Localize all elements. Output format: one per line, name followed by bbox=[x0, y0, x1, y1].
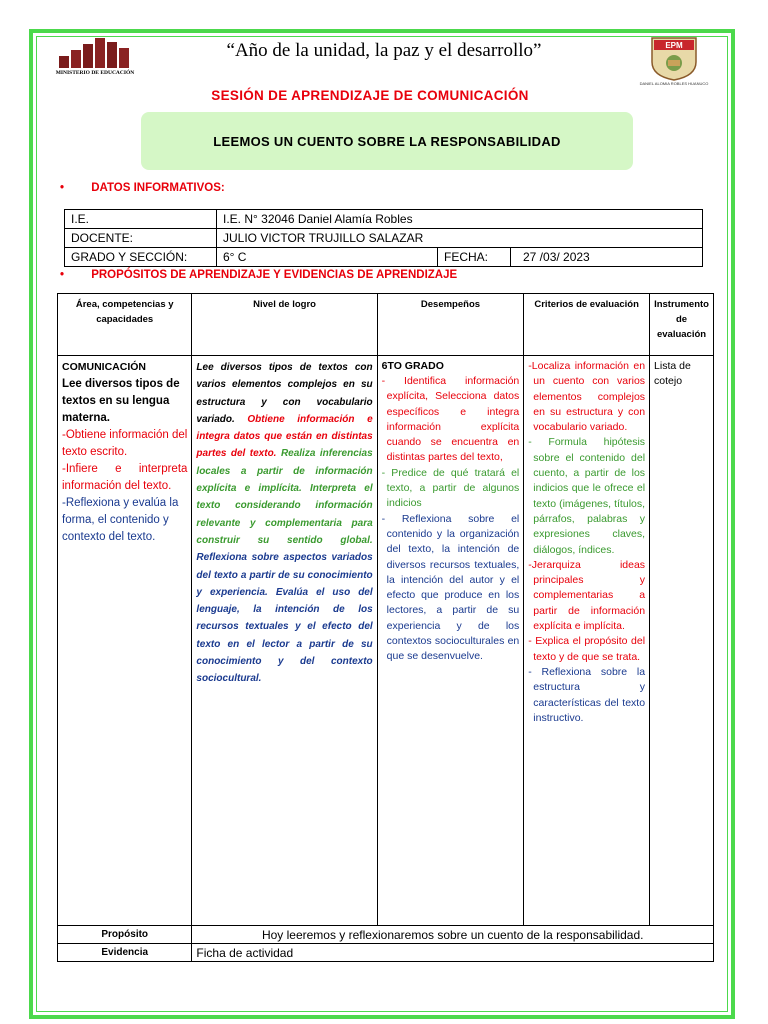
docente-value: JULIO VICTOR TRUJILLO SALAZAR bbox=[217, 229, 703, 248]
school-logo-caption: DANIEL ALOMIA ROBLES HUANUCO bbox=[639, 81, 709, 86]
bullet-icon: • bbox=[60, 269, 65, 281]
nivel-p4: Reflexiona sobre aspectos variados del texto a partir de su conocimiento y experiencia. Evalúa el uso del lenguaje, la intención de los recursos textuales y el efecto del texto en el lector a partir de su conocimiento y del contexto sociocultural. bbox=[196, 552, 373, 685]
capacidad-1: -Obtiene información del texto escrito. bbox=[62, 429, 188, 458]
ministry-logo-text: MINISTERIO DE EDUCACIÓN bbox=[55, 70, 135, 76]
motto-text: “Año de la unidad, la paz y el desarrollo” bbox=[226, 40, 542, 61]
learning-table bbox=[57, 293, 714, 962]
desempenos-cell bbox=[377, 356, 524, 926]
proposito-label: Propósito bbox=[58, 926, 192, 944]
header-desempenos: Desempeños bbox=[377, 294, 524, 356]
criterio-2: - Formula hipótesis sobre el contenido del cuento, a partir de los indicios que le ofrece el texto (imágenes, títulos, párrafos, palabras y expresiones claves, diálogos, índices. bbox=[528, 436, 646, 556]
grade-label: 6TO GRADO bbox=[381, 360, 444, 372]
header-criterios: Criterios de evaluación bbox=[524, 294, 650, 356]
ie-value: I.E. N° 32046 Daniel Alamía Robles bbox=[217, 210, 703, 229]
criterio-4: - Explica el propósito del texto y de que se trata. bbox=[528, 635, 646, 663]
desempeno-1: - Identifica información explícita, Selecciona datos específicos e integra información explícita cuando se encuentra en distintas partes del texto, bbox=[381, 375, 520, 464]
capacidad-3: -Reflexiona y evalúa la forma, el contenido y contexto del texto. bbox=[62, 497, 179, 543]
header-nivel: Nivel de logro bbox=[192, 294, 377, 356]
area-name: COMUNICACIÓN bbox=[62, 361, 146, 373]
ie-label: I.E. bbox=[65, 210, 217, 229]
grado-label: GRADO Y SECCIÓN: bbox=[65, 248, 217, 267]
criterios-cell bbox=[524, 356, 650, 926]
proposito-value: Hoy leeremos y reflexionaremos sobre un cuento de la responsabilidad. bbox=[192, 926, 714, 944]
nivel-p2: Obtiene información e integra datos que están en distintas partes del texto. bbox=[196, 413, 373, 460]
session-title: SESIÓN DE APRENDIZAJE DE COMUNICACIÓN bbox=[211, 88, 529, 103]
area-cell bbox=[58, 356, 192, 926]
section-propositos-label: PROPÓSITOS DE APRENDIZAJE Y EVIDENCIAS DE APRENDIZAJE bbox=[91, 269, 458, 281]
evidencia-value: Ficha de actividad bbox=[192, 944, 714, 962]
nivel-cell bbox=[192, 356, 377, 926]
section-propositos bbox=[60, 269, 457, 281]
lesson-title: LEEMOS UN CUENTO SOBRE LA RESPONSABILIDAD bbox=[213, 134, 561, 149]
nivel-p3: Realiza inferencias locales a partir de información explícita e implícita. Interpreta el texto considerando información relevante y complementaria para construir su sentido global. bbox=[196, 448, 373, 546]
desempeno-2: - Predice de qué tratará el texto, a partir de algunos indicios bbox=[381, 466, 520, 510]
header-instrumento: Instrumento de evaluación bbox=[650, 294, 714, 356]
school-logo-letters: EPM bbox=[665, 41, 683, 50]
evidencia-label: Evidencia bbox=[58, 944, 192, 962]
criterio-3: -Jerarquiza ideas principales y complementarias a partir de información explícita e implícita. bbox=[528, 558, 646, 633]
competencia: Lee diversos tipos de textos en su lengua materna. bbox=[62, 378, 180, 424]
section-datos bbox=[60, 182, 225, 194]
docente-label: DOCENTE: bbox=[65, 229, 217, 248]
fecha-value: 27 /03/ 2023 bbox=[511, 248, 703, 267]
criterio-1: -Localiza información en un cuento con varios elementos complejos en su estructura y con vocabulario variado. bbox=[528, 360, 646, 434]
instrumento-cell bbox=[650, 356, 714, 926]
capacidad-2: -Infiere e interpreta información del texto. bbox=[62, 463, 188, 492]
info-table bbox=[64, 209, 703, 267]
section-datos-label: DATOS INFORMATIVOS: bbox=[91, 182, 225, 194]
desempeno-3: - Reflexiona sobre el contenido y la organización del texto, la intención de diversos recursos textuales, la intención del autor y el efecto que produce en los lectores, a partir de su experiencia y de los contextos socioculturales en que se desenvuelve. bbox=[381, 512, 520, 663]
grado-value: 6° C bbox=[217, 248, 438, 267]
nivel-p1: Lee diversos tipos de textos con varios elementos complejos en su estructura y con vocabulario variado. bbox=[196, 362, 373, 425]
instrumento-value: Lista de cotejo bbox=[654, 360, 691, 387]
criterio-5: - Reflexiona sobre la estructura y características del texto instructivo. bbox=[528, 665, 646, 724]
header-area: Área, competencias y capacidades bbox=[58, 294, 192, 356]
bullet-icon: • bbox=[60, 182, 65, 194]
fecha-label: FECHA: bbox=[438, 248, 511, 267]
